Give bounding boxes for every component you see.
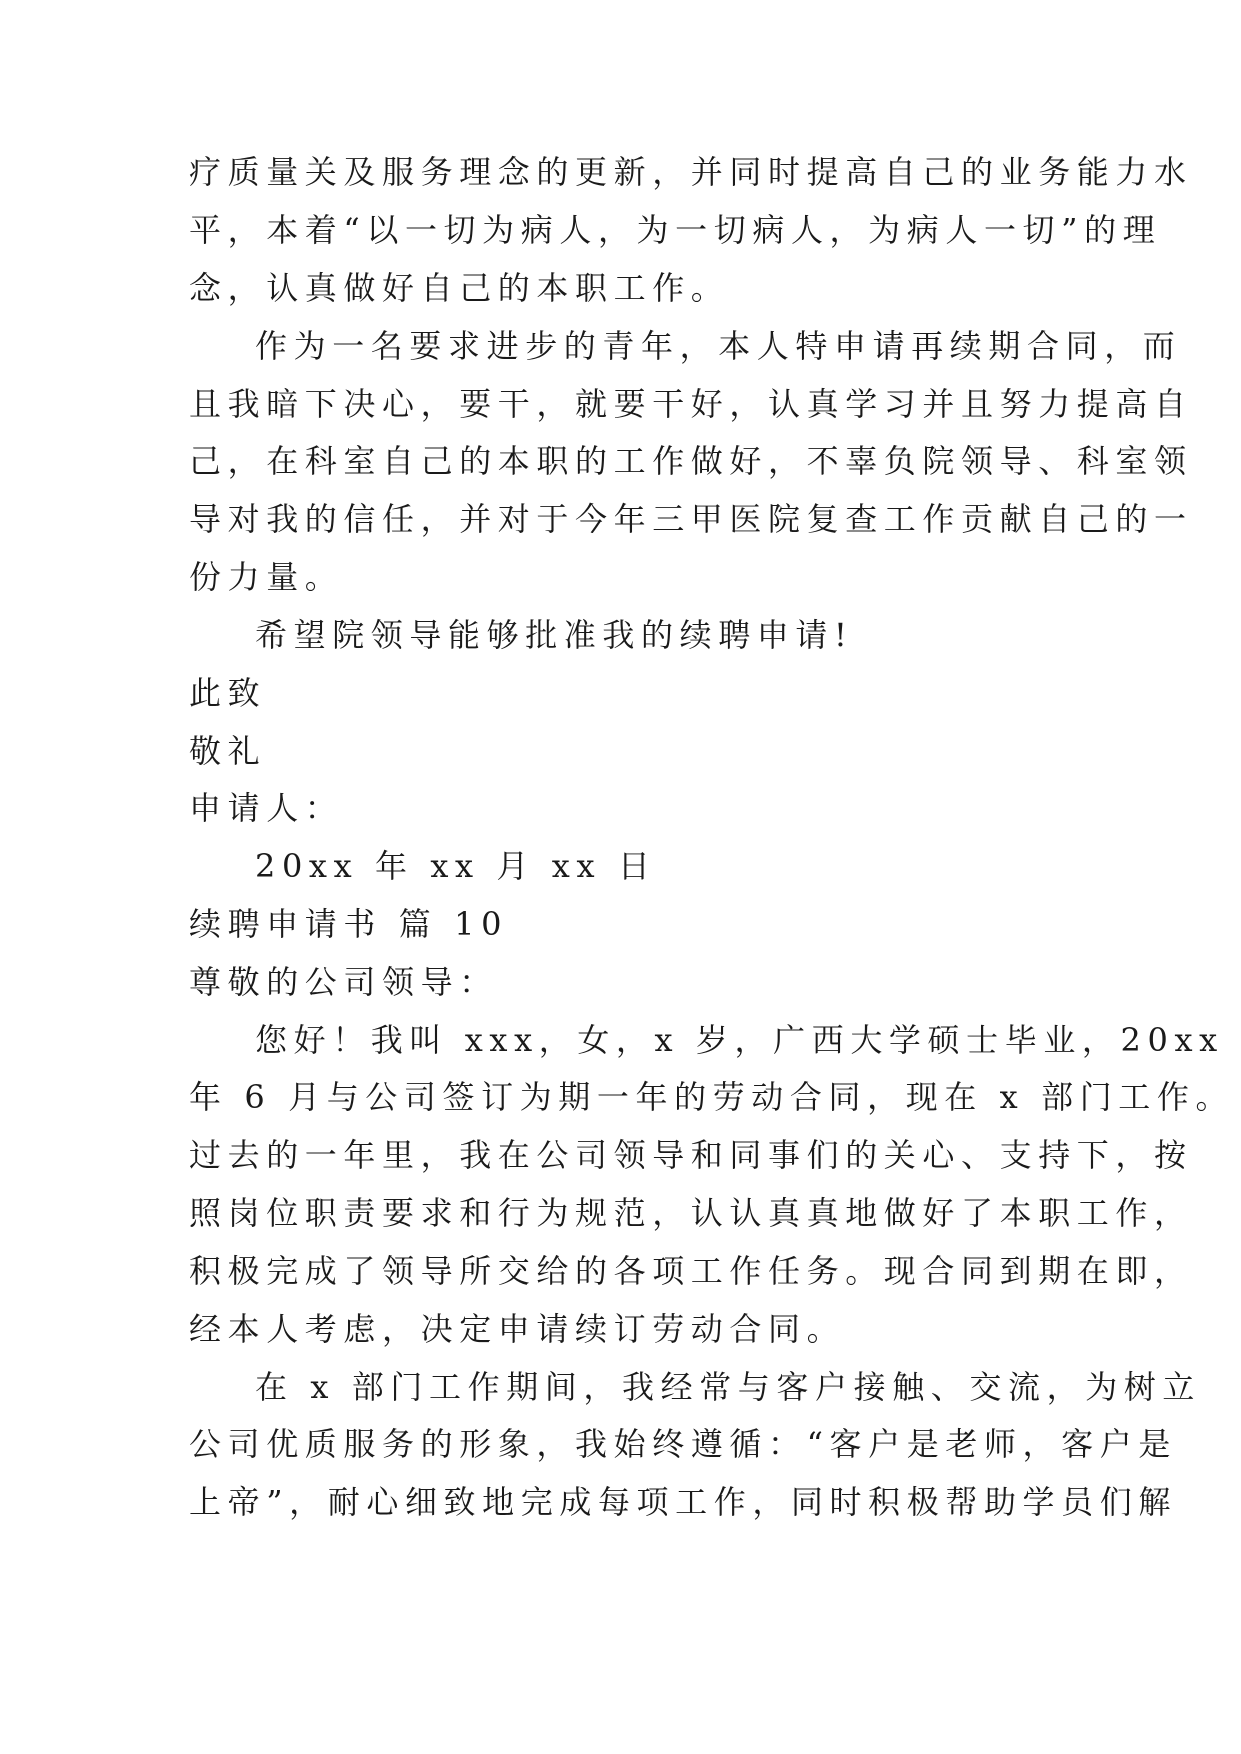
body-line: 年 6 月与公司签订为期一年的劳动合同，现在 x 部门工作。 [189,1078,1235,1116]
applicant-label: 申请人： [189,789,344,827]
body-line: 念，认真做好自己的本职工作。 [189,269,730,307]
body-line: 过去的一年里，我在公司领导和同事们的关心、支持下，按 [189,1136,1193,1174]
closing-line: 此致 [189,674,267,712]
paragraph-start-line: 希望院领导能够批准我的续聘申请! [255,616,854,654]
paragraph-start-line: 作为一名要求进步的青年，本人特申请再续期合同，而 [255,327,1182,365]
body-line: 照岗位职责要求和行为规范，认认真真地做好了本职工作， [189,1194,1193,1232]
body-line: 导对我的信任，并对于今年三甲医院复查工作贡献自己的一 [189,500,1193,538]
body-line: 经本人考虑，决定申请续订劳动合同。 [189,1310,846,1348]
salutation-line: 敬礼 [189,732,267,770]
body-line: 平，本着“以一切为病人，为一切病人，为病人一切”的理 [189,211,1162,249]
body-line: 公司优质服务的形象，我始终遵循：“客户是老师，客户是 [189,1425,1177,1463]
date-line: 20xx 年 xx 月 xx 日 [255,847,657,885]
body-line: 疗质量关及服务理念的更新，并同时提高自己的业务能力水 [189,153,1193,191]
section-heading: 续聘申请书 篇 10 [189,905,509,943]
body-line: 份力量。 [189,558,344,596]
paragraph-start-line: 您好！我叫 xxx，女，x 岁，广西大学硕士毕业，20xx [255,1021,1224,1059]
body-line: 上帝”，耐心细致地完成每项工作，同时积极帮助学员们解 [189,1483,1177,1521]
body-line: 积极完成了领导所交给的各项工作任务。现合同到期在即， [189,1252,1193,1290]
greeting-line: 尊敬的公司领导： [189,963,498,1001]
body-line: 且我暗下决心，要干，就要干好，认真学习并且努力提高自 [189,385,1193,423]
body-line: 己，在科室自己的本职的工作做好，不辜负院领导、科室领 [189,442,1193,480]
paragraph-start-line: 在 x 部门工作期间，我经常与客户接触、交流，为树立 [255,1368,1201,1406]
